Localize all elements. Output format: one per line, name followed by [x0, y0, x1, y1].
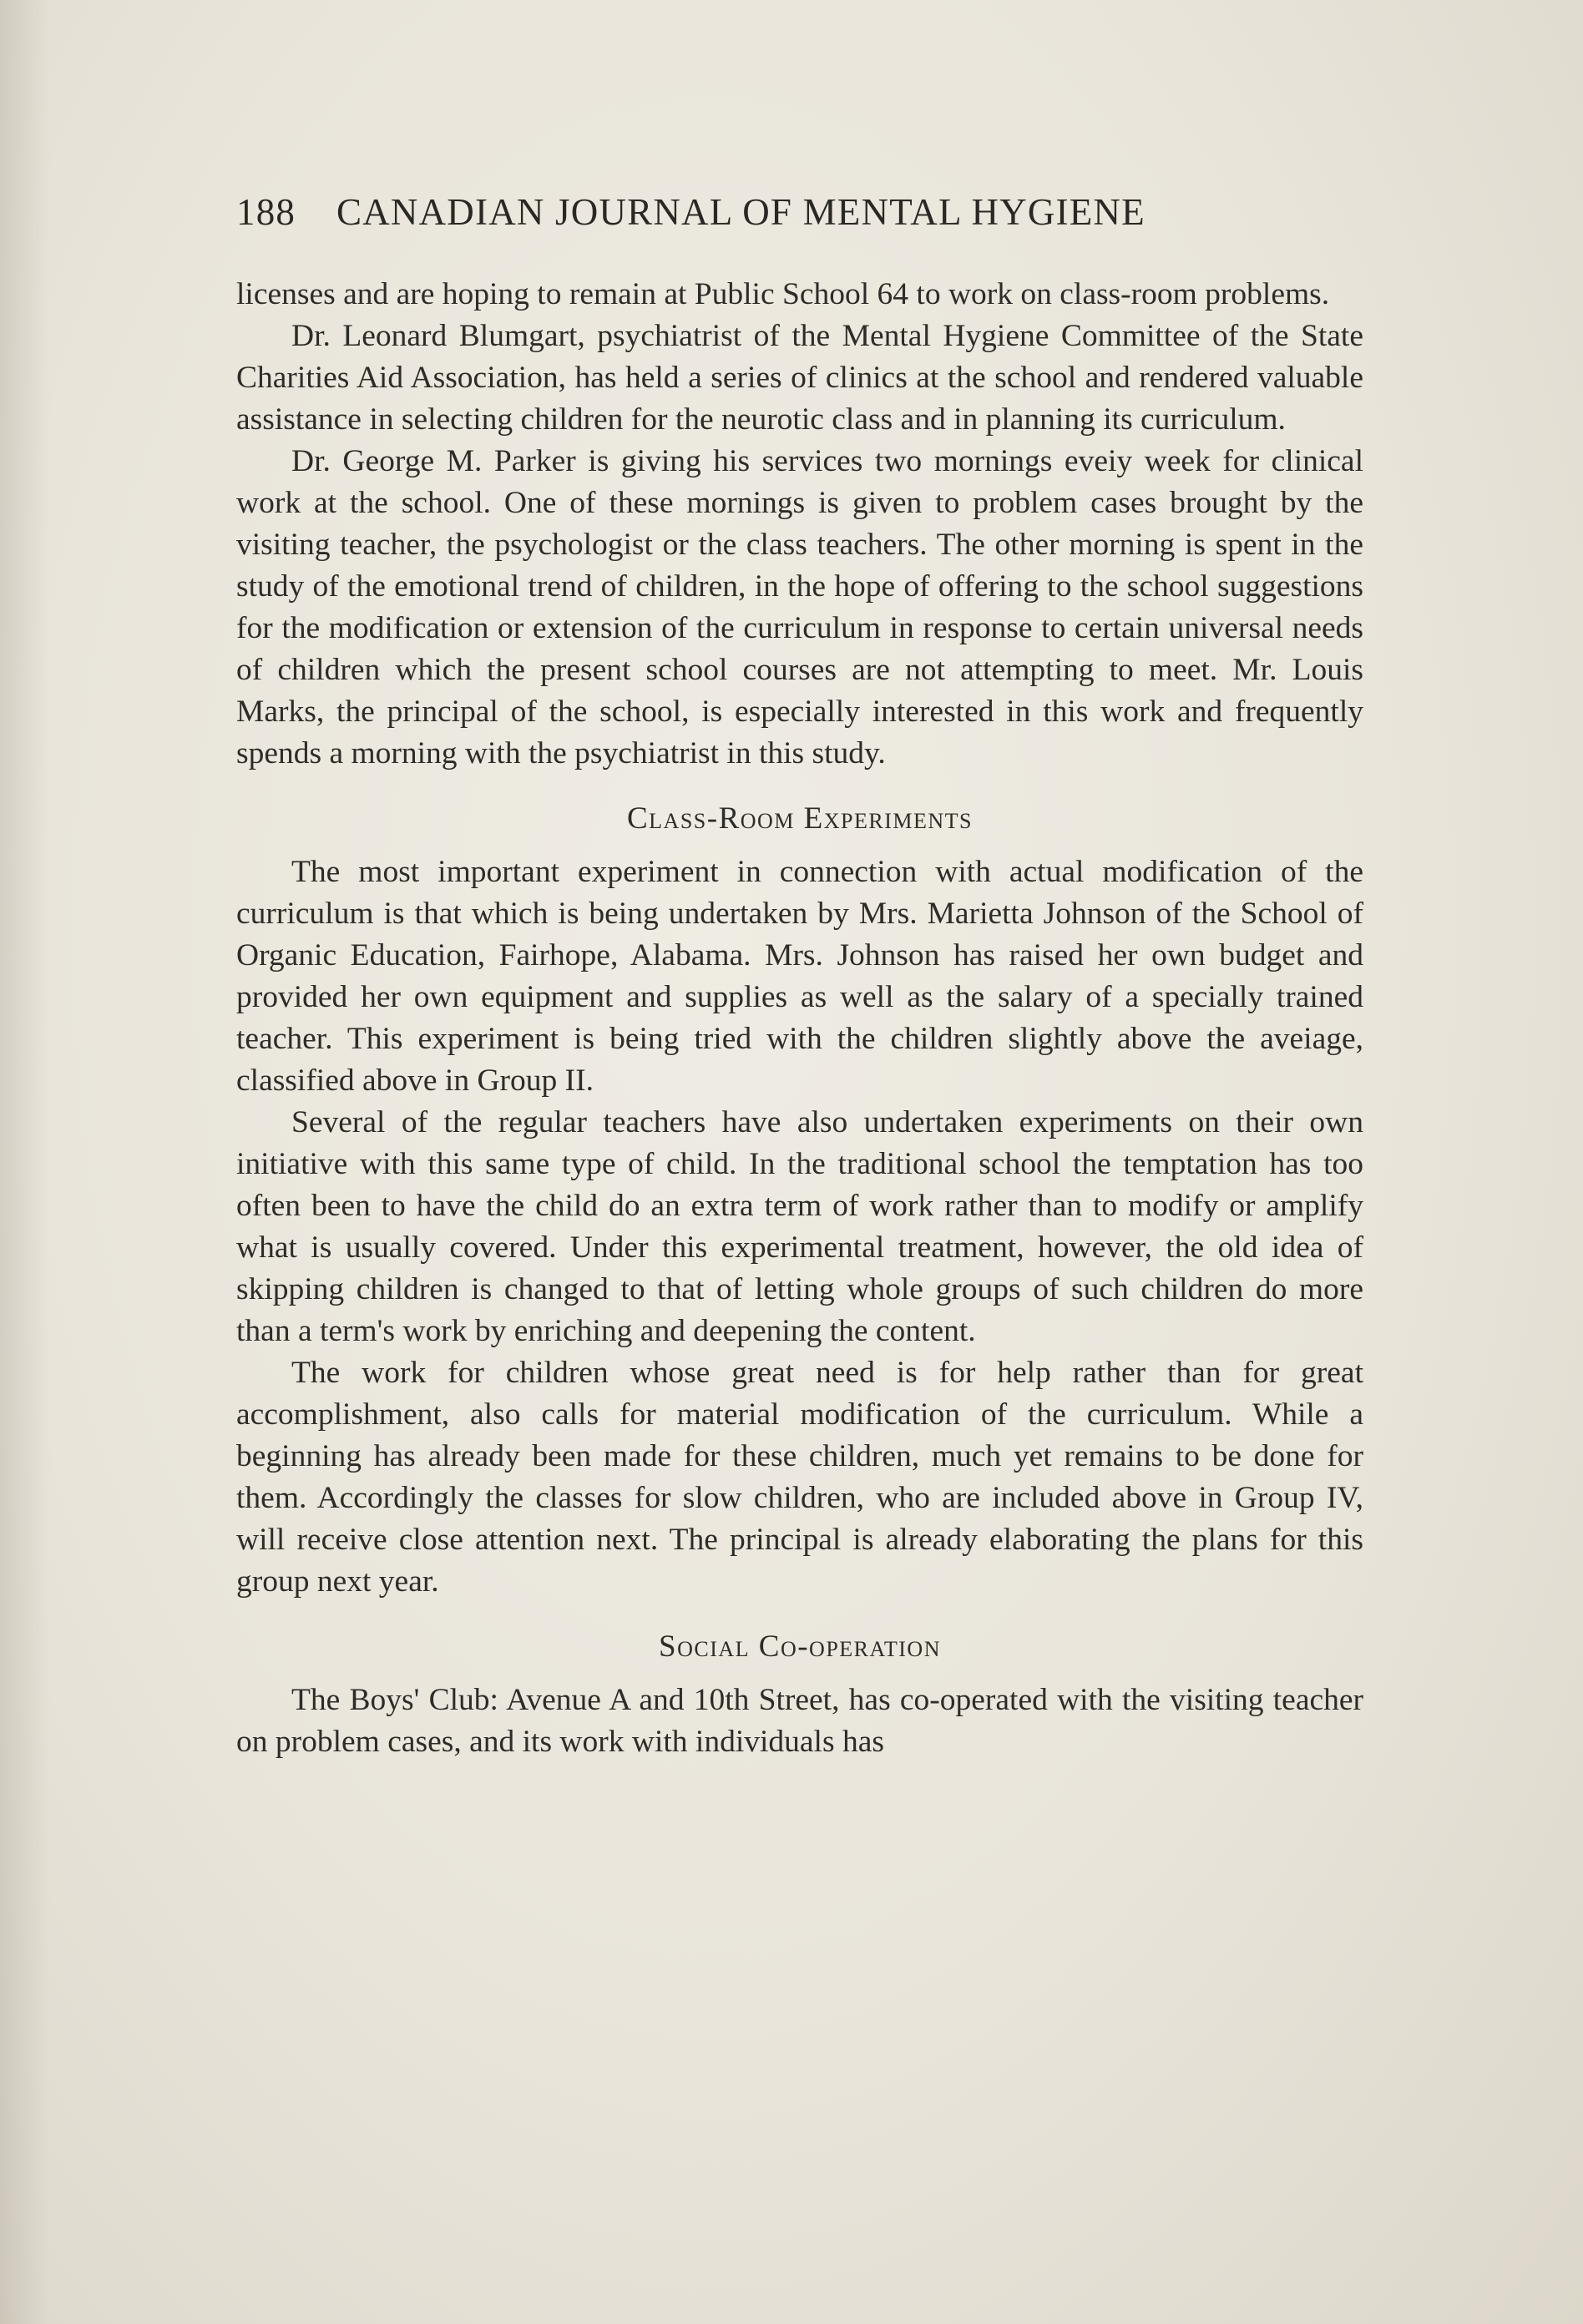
- paragraph-johnson-experiment: The most important experiment in connection with actual modification of the curriculum is that which is being undertaken by Mrs. Marietta Johnson of the School of Organic Education, Fairhope, Alabama. Mrs. Johnson has raised her own budget and provided her own equipment and supplies as well as the salary of a specially trained teacher. This experiment is being tried with the children slightly above the aveiage, classified above in Group II.: [236, 855, 1363, 1098]
- body-text: [236, 274, 1363, 1763]
- section-heading-social-cooperation: Social Co-operation: [659, 1629, 941, 1664]
- gutter-shadow: [0, 0, 50, 2324]
- journal-title: CANADIAN JOURNAL OF MENTAL HYGIENE: [336, 191, 1146, 233]
- paragraph-slow-children: The work for children whose great need is for help rather than for great accomplishment, also calls for material modification of the curriculum. While a beginning has already been made for these children, much yet remains to be done for them. Accordingly the classes for slow children, who are included above in Group IV, will receive close attention next. The principal is already elaborating the plans for this group next year.: [236, 1356, 1363, 1599]
- section-heading-classroom-experiments: Class-Room Experiments: [626, 801, 973, 836]
- running-head: [236, 190, 1242, 240]
- paragraph-continued: licenses and are hoping to remain at Public School 64 to work on class-room problems.: [236, 277, 1330, 311]
- paragraph-blumgart: Dr. Leonard Blumgart, psychiatrist of the Mental Hygiene Committee of the State Charities Aid Association, has held a series of clinics at the school and rendered valuable assistance in selecting children for the neurotic class and in planning its curriculum.: [236, 319, 1363, 437]
- paragraph-regular-teachers: Several of the regular teachers have also undertaken experiments on their own initiative with this same type of child. In the traditional school the temptation has too often been to have the child do an extra term of work rather than to modify or amplify what is usually covered. Under this experimental treatment, however, the old idea of skipping children is changed to that of letting whole groups of such children do more than a term's work by enriching and deepening the content.: [236, 1105, 1363, 1348]
- paragraph-boys-club: The Boys' Club: Avenue A and 10th Street, has co-operated with the visiting teacher on problem cases, and its work with individuals has: [236, 1683, 1363, 1759]
- paragraph-parker: Dr. George M. Parker is giving his services two mornings eveiy week for clinical work at the school. One of these mornings is given to problem cases brought by the visiting teacher, the psychologist or the class teachers. The other morning is spent in the study of the emotional trend of children, in the hope of offering to the school suggestions for the modification or extension of the curriculum in response to certain universal needs of children which the present school courses are not attempting to meet. Mr. Louis Marks, the principal of the school, is especially interested in this work and frequently spends a morning with the psychiatrist in this study.: [236, 444, 1363, 770]
- page-number: 188: [236, 191, 296, 233]
